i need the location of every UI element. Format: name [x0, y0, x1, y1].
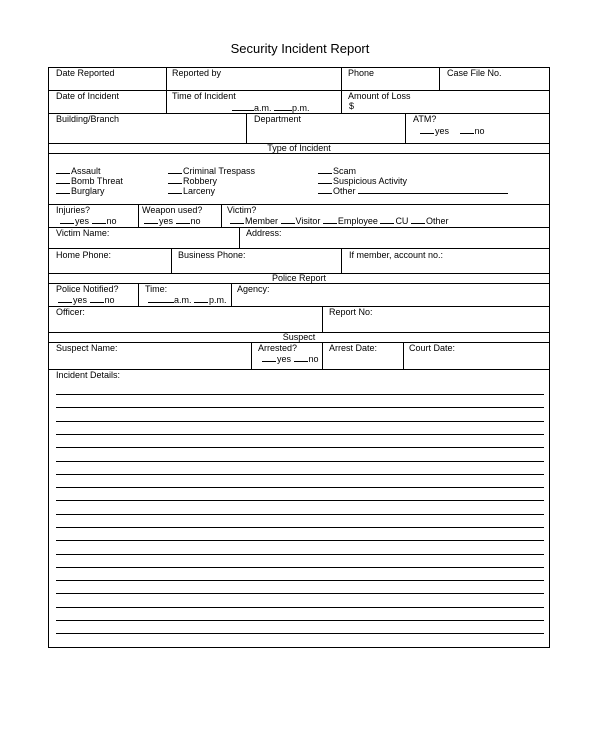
type-of-incident-header: Type of Incident [267, 143, 331, 153]
police-yes: yes [73, 295, 88, 305]
details-writing-line [56, 620, 544, 621]
col-divider [221, 204, 222, 227]
date-reported-label: Date Reported [56, 68, 115, 78]
suspect-header: Suspect [282, 332, 316, 342]
arrest-date-label: Arrest Date: [329, 343, 378, 353]
weapon-choices [144, 215, 201, 226]
incident-robbery: Robbery [168, 175, 217, 186]
details-writing-line [56, 540, 544, 541]
row-divider [48, 369, 550, 370]
details-writing-line [56, 407, 544, 408]
row-divider [48, 90, 550, 91]
am-label: a.m. [254, 103, 272, 113]
weapon-used-label: Weapon used? [142, 205, 203, 215]
atm-no: no [474, 126, 485, 136]
weapon-no: no [190, 216, 201, 226]
row-divider [48, 283, 550, 284]
department-label: Department [254, 114, 302, 124]
building-label: Building/Branch [56, 114, 120, 124]
suspect-name-label: Suspect Name: [56, 343, 118, 353]
case-file-label: Case File No. [447, 68, 502, 78]
row-divider [48, 306, 550, 307]
injuries-yes: yes [75, 216, 90, 226]
incident-criminal-trespass: Criminal Trespass [168, 165, 255, 176]
officer-label: Officer: [56, 307, 85, 317]
reported-by-label: Reported by [172, 68, 222, 78]
arrested-yes: yes [277, 354, 292, 364]
row-divider [48, 227, 550, 228]
victim-name-label: Victim Name: [56, 228, 110, 238]
col-divider [439, 67, 440, 90]
row-divider [48, 153, 550, 154]
col-divider [166, 67, 167, 113]
col-divider [403, 342, 404, 369]
col-divider [239, 227, 240, 248]
police-time-ampm: a.m. p.m. [148, 294, 227, 305]
incident-burglary: Burglary [56, 185, 105, 196]
details-writing-line [56, 527, 544, 528]
details-writing-line [56, 633, 544, 634]
col-divider [341, 248, 342, 273]
details-writing-line [56, 607, 544, 608]
phone-label: Phone [348, 68, 375, 78]
business-phone-label: Business Phone: [178, 250, 246, 260]
home-phone-label: Home Phone: [56, 250, 112, 260]
weapon-yes: yes [159, 216, 174, 226]
col-divider [405, 113, 406, 143]
row-divider [48, 342, 550, 343]
incident-suspicious-activity: Suspicious Activity [318, 175, 407, 186]
police-notified-label: Police Notified? [56, 284, 119, 294]
date-of-incident-label: Date of Incident [56, 91, 120, 101]
arrested-choices [262, 353, 319, 364]
details-writing-line [56, 434, 544, 435]
incident-other: Other [318, 185, 508, 196]
police-choices [58, 294, 115, 305]
injuries-choices [60, 215, 117, 226]
police-time-label: Time: [145, 284, 168, 294]
pm-label: p.m. [292, 103, 310, 113]
row-divider [48, 204, 550, 205]
address-label: Address: [246, 228, 282, 238]
victim-choices: Member Visitor Employee CU Other [230, 215, 448, 226]
details-writing-line [56, 474, 544, 475]
page-title: Security Incident Report [230, 41, 370, 56]
member-account-label: If member, account no.: [349, 250, 444, 260]
col-divider [246, 113, 247, 143]
col-divider [138, 283, 139, 306]
col-divider [231, 283, 232, 306]
row-divider [48, 248, 550, 249]
police-report-header: Police Report [271, 273, 327, 283]
incident-scam: Scam [318, 165, 356, 176]
details-writing-line [56, 514, 544, 515]
col-divider [322, 306, 323, 332]
incident-larceny: Larceny [168, 185, 215, 196]
amount-of-loss-label: Amount of Loss [348, 91, 411, 101]
atm-label: ATM? [413, 114, 437, 124]
atm-yes: yes [435, 126, 450, 136]
injuries-no: no [106, 216, 117, 226]
dollar-sign: $ [349, 101, 355, 111]
col-divider [322, 342, 323, 369]
incident-bomb-threat: Bomb Threat [56, 175, 123, 186]
incident-assault: Assault [56, 165, 101, 176]
arrested-no: no [308, 354, 319, 364]
col-divider [341, 67, 342, 113]
incident-details-label: Incident Details: [56, 370, 121, 380]
time-ampm [232, 102, 310, 113]
agency-label: Agency: [237, 284, 270, 294]
police-no: no [104, 295, 115, 305]
details-writing-line [56, 567, 544, 568]
court-date-label: Court Date: [409, 343, 456, 353]
details-writing-line [56, 461, 544, 462]
details-writing-line [56, 421, 544, 422]
details-writing-line [56, 447, 544, 448]
details-writing-line [56, 487, 544, 488]
arrested-label: Arrested? [258, 343, 298, 353]
details-writing-line [56, 580, 544, 581]
injuries-label: Injuries? [56, 205, 91, 215]
col-divider [171, 248, 172, 273]
details-writing-line [56, 593, 544, 594]
victim-label: Victim? [227, 205, 257, 215]
col-divider [251, 342, 252, 369]
time-of-incident-label: Time of Incident [172, 91, 236, 101]
col-divider [138, 204, 139, 227]
report-no-label: Report No: [329, 307, 373, 317]
details-writing-line [56, 554, 544, 555]
details-writing-line [56, 500, 544, 501]
atm-choices [420, 125, 485, 136]
details-writing-line [56, 394, 544, 395]
